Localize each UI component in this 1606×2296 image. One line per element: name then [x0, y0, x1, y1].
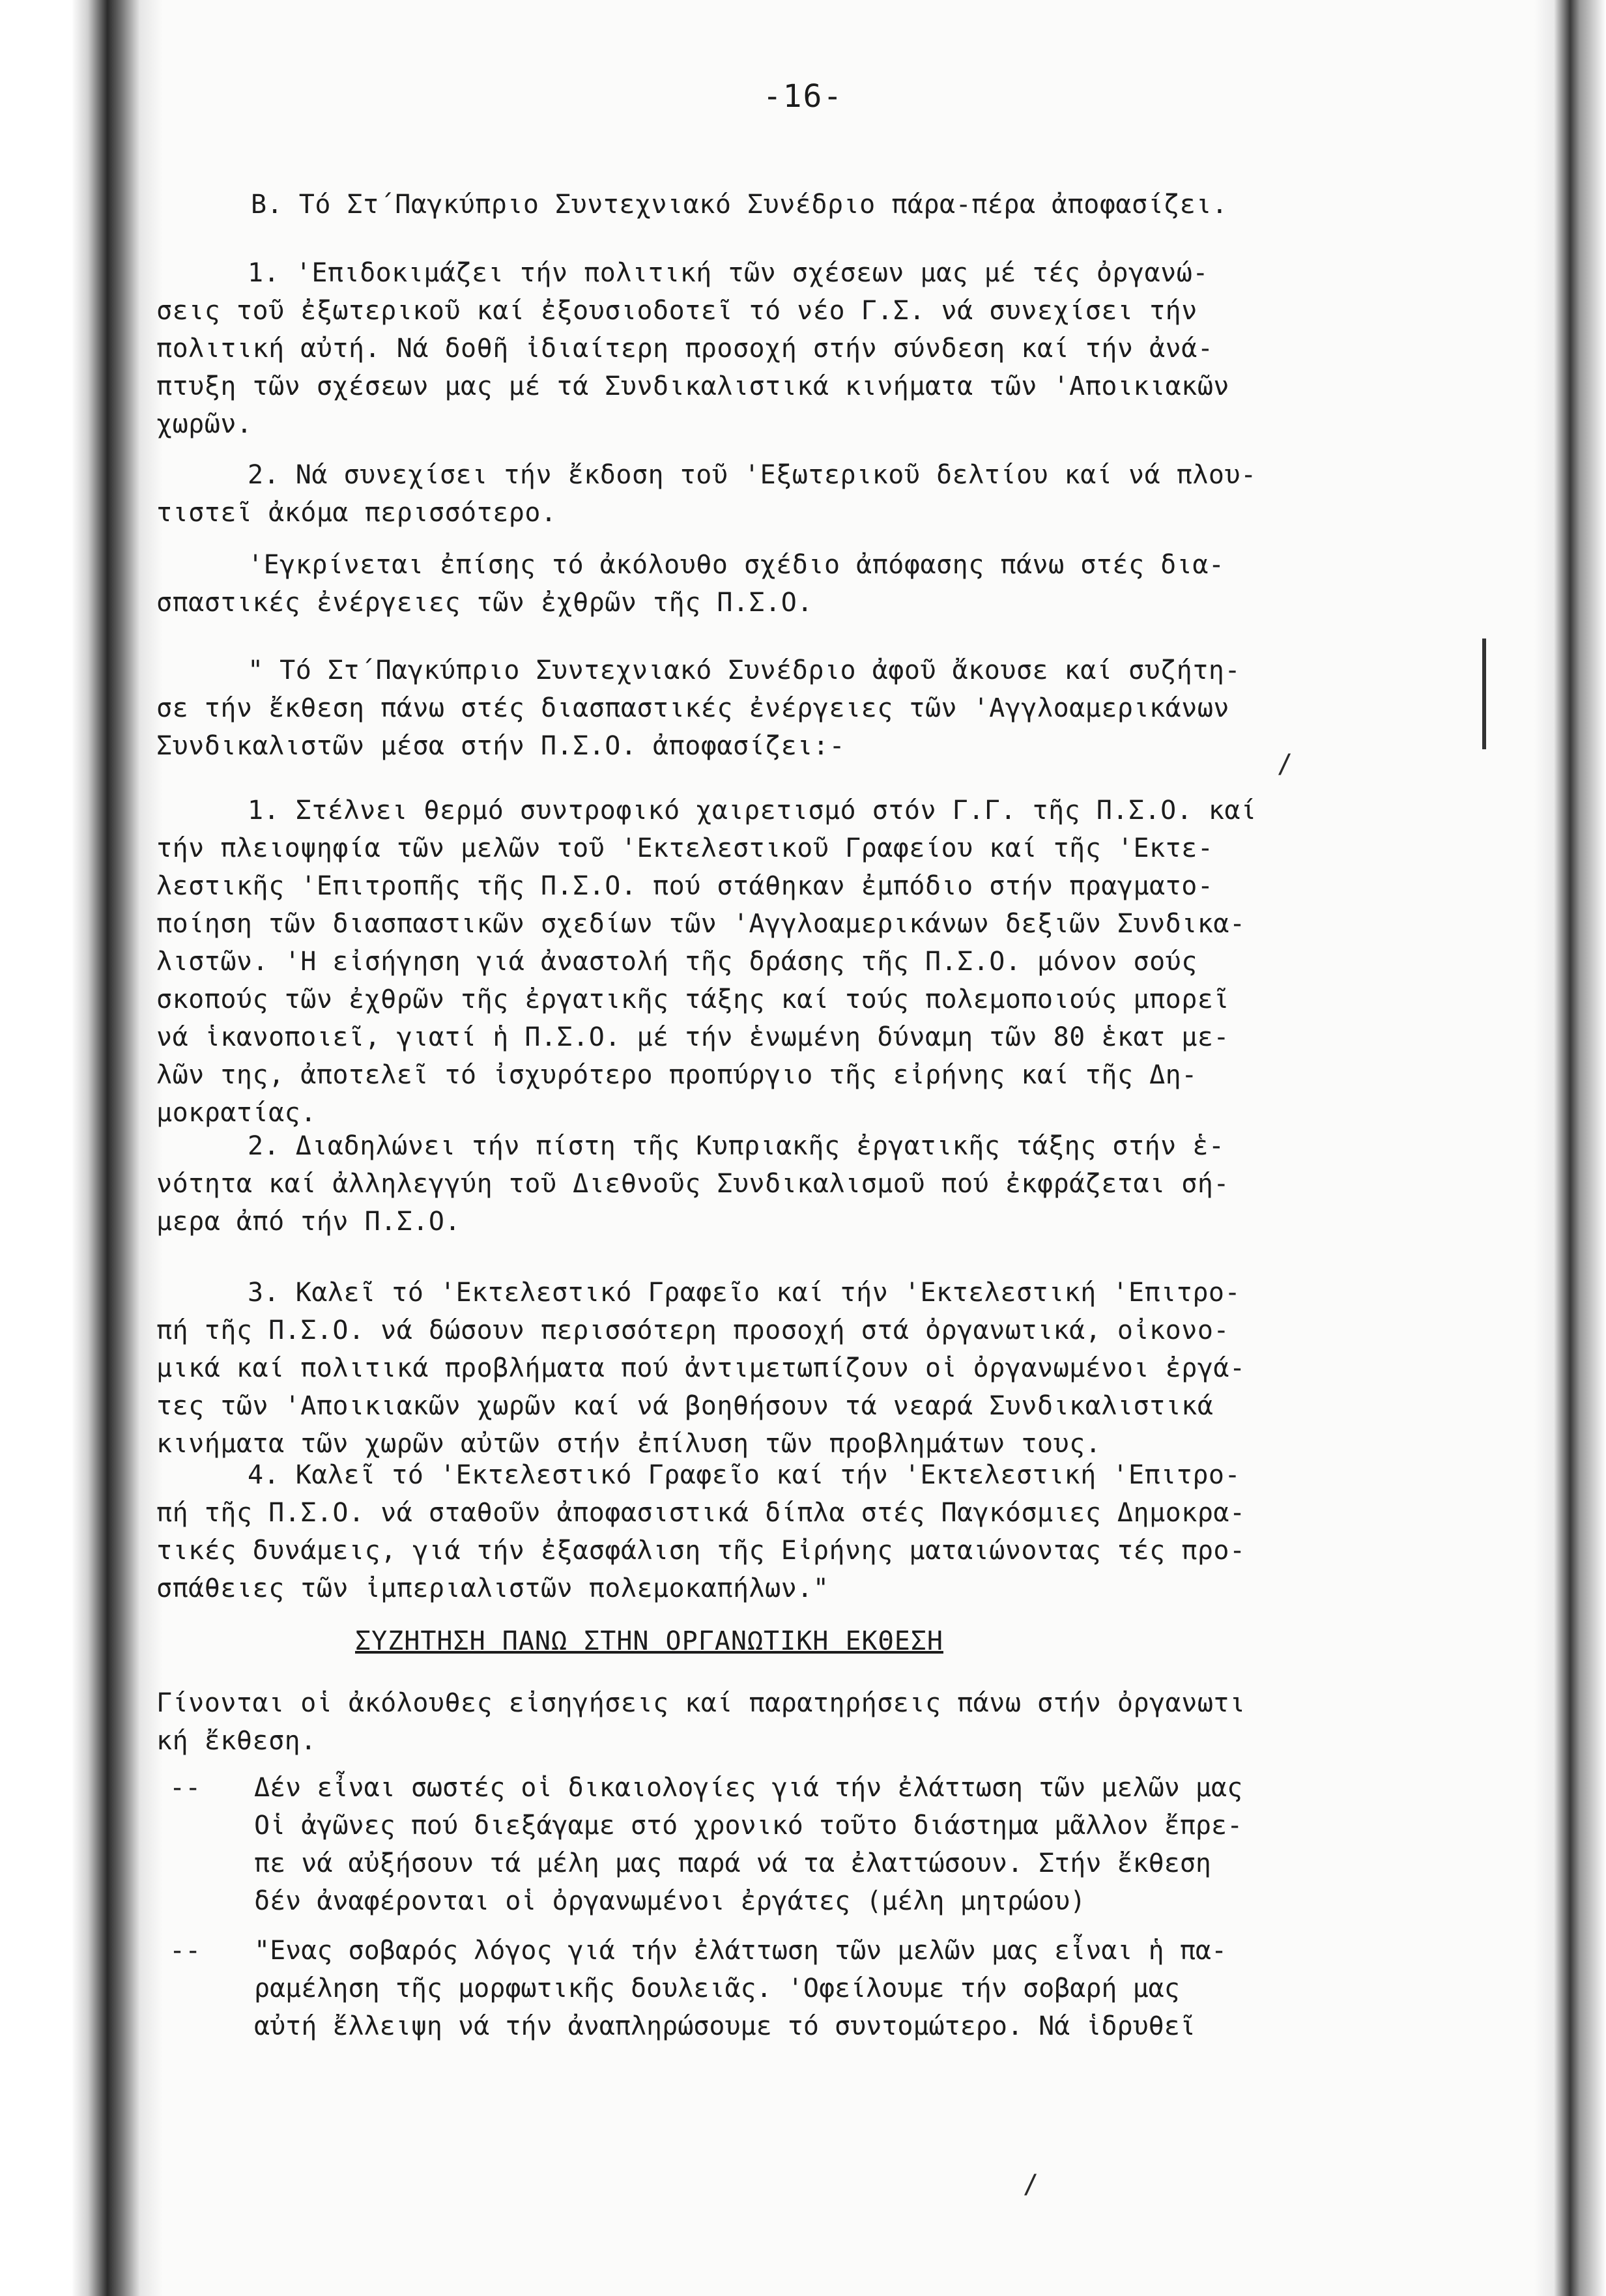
paragraph-quote-intro: " Τό Στ΄Παγκύπριο Συντεχνιακό Συνέδριο ἀφοῦ ἄκουσε καί συζήτη- σε τήν ἔκθεση πάνω στές διασπαστικές ἐνέργειες τῶν 'Αγγλοαμερικάνων Συνδικαλιστῶν μέσα στήν Π.Σ.Ο. ἀποφασίζει:-: [156, 655, 1241, 761]
paragraph-b2: 2. Νά συνεχίσει τήν ἔκδοση τοῦ 'Εξωτερικοῦ δελτίου καί νά πλου- τιστεῖ ἀκόμα περισσότερο.: [156, 460, 1257, 528]
resolution-item-1: 1. Στέλνει θερμό συντροφικό χαιρετισμό στόν Γ.Γ. τῆς Π.Σ.Ο. καί τήν πλειοψηφία τῶν μελῶν τοῦ 'Εκτελεστικοῦ Γραφείου καί τῆς 'Εκτε- λεστικῆς 'Επιτροπῆς τῆς Π.Σ.Ο. πού στάθηκαν ἐμπόδιο στήν πραγματο- ποίηση τῶν διασπαστικῶν σχεδίων τῶν 'Αγγλοαμερικάνων δεξιῶν Συνδικα- λιστῶν. 'Η εἰσήγηση γιά ἀναστολή τῆς δράσης τῆς Π.Σ.Ο. μόνον σούς σκοπούς τῶν ἐχθρῶν τῆς ἐργατικῆς τάξης καί τούς πολεμοποιούς μπορεῖ νά ἱκανοποιεῖ, γιατί ἡ Π.Σ.Ο. μέ τήν ἑνωμένη δύναμη τῶν 80 ἑκατ με- λῶν της, ἀποτελεῖ τό ἰσχυρότερο προπύργιο τῆς εἰρήνης καί τῆς Δη- μοκρατίας.: [156, 796, 1257, 1128]
paragraph-approved: 'Εγκρίνεται ἐπίσης τό ἀκόλουθο σχέδιο ἀπόφασης πάνω στές δια- σπαστικές ἐνέργειες τῶν ἐχθρῶν τῆς Π.Σ.Ο.: [156, 550, 1225, 618]
resolution-item-4: 4. Καλεῖ τό 'Εκτελεστικό Γραφεῖο καί τήν 'Εκτελεστική 'Επιτρο- πή τῆς Π.Σ.Ο. νά σταθοῦν ἀποφασιστικά δίπλα στές Παγκόσμιες Δημοκρα- τικές δυνάμεις, γιά τήν ἐξασφάλιση τῆς Εἰρήνης ματαιώνοντας τές προ- σπάθειες τῶν ἰμπεριαλιστῶν πολεμοκαπήλων.": [156, 1460, 1246, 1603]
dash-marker-1: --: [169, 1773, 201, 1803]
remark-2: "Ενας σοβαρός λόγος γιά τήν ἐλάττωση τῶν μελῶν μας εἶναι ἡ πα- ραμέληση τῆς μορφωτικῆς δουλειᾶς. 'Οφείλουμε τήν σοβαρή μας αὐτή ἔλλειψη νά τήν ἀναπληρώσουμε τό συντομώτερο. Νά ἱδρυθεῖ: [254, 1936, 1227, 2041]
paragraph-b1: 1. 'Επιδοκιμάζει τήν πολιτική τῶν σχέσεων μας μέ τές ὀργανώ- σεις τοῦ ἐξωτερικοῦ καί ἐξουσιοδοτεῖ τό νέο Γ.Σ. νά συνεχίσει τήν πολιτική αὐτή. Νά δοθῆ ἰδιαίτερη προσοχή στήν σύνδεση καί τήν ἀνά- πτυξη τῶν σχέσεων μας μέ τά Συνδικαλιστικά κινήματα τῶν 'Αποικιακῶν χωρῶν.: [156, 258, 1229, 439]
binding-shadow-right: [1534, 0, 1606, 2296]
remark-1: Δέν εἶναι σωστές οἱ δικαιολογίες γιά τήν ἐλάττωση τῶν μελῶν μας Οἱ ἀγῶνες πού διεξάγαμε στό χρονικό τοῦτο διάστημα μᾶλλον ἔπρε- πε νά αὐξήσουν τά μέλη μας παρά νά τα ἐλαττώσουν. Στήν ἔκθεση δέν ἀναφέρονται οἱ ὀργανωμένοι ἐργάτες (μέλη μητρώου): [254, 1773, 1243, 1916]
bottom-slash-mark: /: [1023, 2170, 1039, 2200]
section-b-heading: Β. Τό Στ΄Παγκύπριο Συντεχνιακό Συνέδριο πάρα-πέρα ἀποφασίζει.: [251, 190, 1228, 220]
discussion-heading: ΣΥΖΗΤΗΣΗ ΠΑΝΩ ΣΤΗΝ ΟΡΓΑΝΩΤΙΚΗ ΕΚΘΕΣΗ: [355, 1626, 943, 1656]
binding-shadow-left: [0, 0, 163, 2296]
page-number: -16-: [762, 78, 844, 115]
resolution-item-3: 3. Καλεῖ τό 'Εκτελεστικό Γραφεῖο καί τήν 'Εκτελεστική 'Επιτρο- πή τῆς Π.Σ.Ο. νά δώσουν περισσότερη προσοχή στά ὀργανωτικά, οἰκονο- μικά καί πολιτικά προβλήματα πού ἀντιμετωπίζουν οἱ ὀργανωμένοι ἐργά- τες τῶν 'Αποικιακῶν χωρῶν καί νά βοηθήσουν τά νεαρά Συνδικαλιστικά κινήματα τῶν χωρῶν αὐτῶν στήν ἐπίλυση τῶν προβλημάτων τους.: [156, 1278, 1246, 1459]
margin-slash-mark: /: [1277, 749, 1293, 779]
discussion-intro: Γίνονται οἱ ἀκόλουθες εἰσηγήσεις καί παρατηρήσεις πάνω στήν ὀργανωτι κή ἔκθεση.: [156, 1688, 1246, 1756]
resolution-item-2: 2. Διαδηλώνει τήν πίστη τῆς Κυπριακῆς ἐργατικῆς τάξης στήν ἑ- νότητα καί ἀλληλεγγύη τοῦ Διεθνοῦς Συνδικαλισμοῦ πού ἐκφράζεται σή- μερα ἀπό τήν Π.Σ.Ο.: [156, 1131, 1229, 1237]
dash-marker-2: --: [169, 1936, 201, 1966]
margin-bracket: [1482, 639, 1486, 749]
